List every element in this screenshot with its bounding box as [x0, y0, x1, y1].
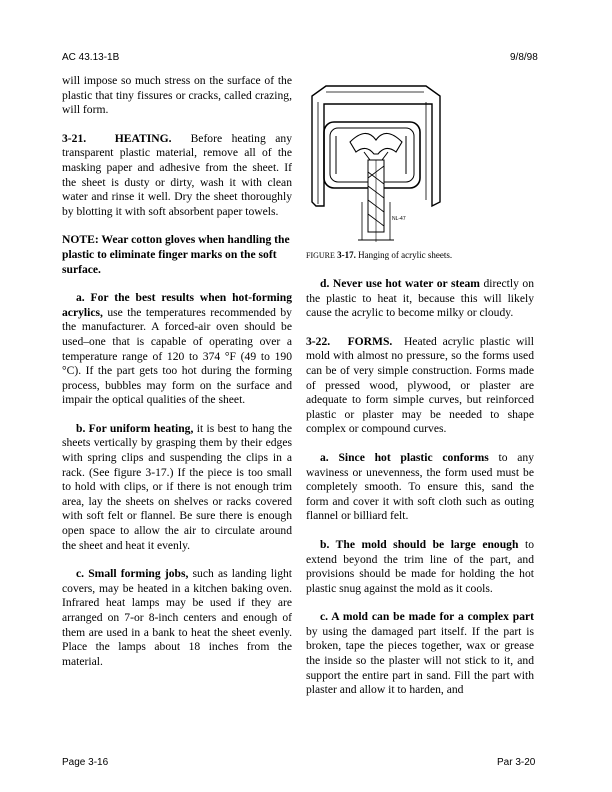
- section-heading: FORMS.: [347, 334, 393, 348]
- section-text: Before heating any transparent plastic material, remove all of the masking paper and adhesive from the sheet. If the sheet is dusty or dirty, wash it with clean water and rinse it well. Dry the sheet thoroughly by blotting it with soft absorbent paper towels.: [62, 131, 293, 218]
- paragraph-lead: a. Since hot plastic conforms: [320, 450, 489, 464]
- paragraph-b-uniform-heating: [62, 422, 292, 553]
- caption-label: FIGURE: [306, 251, 335, 260]
- section-3-21: [62, 132, 292, 220]
- paragraph-text: to any waviness or unevenness, the form used must be completely smooth. To ensure this, sand the form and cover it with soft cloth such as outing flannel or billiard felt.: [306, 450, 534, 523]
- paragraph-text: directly on the plastic to heat it, because this will likely cause the acrylic to become milky or cloudy.: [306, 277, 534, 320]
- paragraph-b-mold-size: [306, 538, 534, 596]
- figure-hanging-acrylic-sheets: [306, 82, 446, 246]
- paragraph-text: use the temperatures recommended by the manufacturer. A forced-air oven should be used–one that is capable of operating over a temperature range of 120 to 374 °F (49 to 190 °C). If the part gets too hot during the forming process, bubbles may form on the surface and impair the optical qualities of the sheet.: [62, 305, 292, 407]
- caption-text: Hanging of acrylic sheets.: [358, 250, 453, 260]
- note-gloves: NOTE: Wear cotton gloves when handling the plastic to eliminate finger marks on the soft surface.: [62, 233, 290, 276]
- paragraph-lead: c. A mold can be made for a complex part: [320, 610, 534, 624]
- section-heading: HEATING.: [114, 131, 172, 145]
- paragraph-lead: d. Never use hot water or steam: [320, 277, 480, 290]
- header-date: 9/8/98: [510, 52, 538, 63]
- paragraph-d-no-hot-water: [306, 277, 534, 321]
- paragraph-text: such as landing light covers, may be heated in a kitchen baking oven. Infrared heat lamps may be used if they are arranged on 7-or 8-inch centers and enough of them are used in a bank to heat the sheet evenly. Place the lamps about 18 inches from the material.: [62, 567, 293, 668]
- section-number: 3-22.: [306, 334, 331, 348]
- header-doc-id: AC 43.13-1B: [62, 52, 120, 63]
- paragraph-lead: b. The mold should be large enough: [320, 537, 519, 551]
- paragraph-a-hot-forming: [62, 291, 292, 408]
- paragraph-text: it is best to hang the sheets vertically by grasping them by their edges with spring clips and suspending the clips in a rack. (See figure 3-17.) If the piece is too small to hold with clips, or if there is not enough trim area, lay the sheets on shelves or racks covered with soft felt or flannel. Be sure there is enough open space to allow the air to circulate around the sheet and heat it evenly.: [62, 421, 292, 552]
- paragraph-continuation: will impose so much stress on the surface of the plastic that tiny fissures or cracks, called crazing, will form.: [62, 74, 292, 117]
- section-text: Heated acrylic plastic will mold with almost no pressure, so the forms used can be of very simple construction. Forms made of pressed wood, plywood, or plaster are adequate to form simple curves, but reinforced plastic or plaster may be needed to shape complex or compound curves.: [306, 334, 534, 436]
- right-column: [306, 277, 534, 698]
- paragraph-c-small-jobs: [62, 567, 292, 669]
- section-3-22: [306, 335, 534, 437]
- paragraph-lead: c. Small forming jobs,: [76, 567, 189, 581]
- caption-number: 3-17.: [337, 250, 356, 260]
- paragraph-a-hot-plastic: [306, 451, 534, 524]
- paragraph-text: by using the damaged part itself. If the part is broken, tape the pieces together, wax or grease the inside so the plaster will not stick to it, and support the entire part in sand. Fill the part with plaster and allow it to harden, and: [306, 624, 534, 697]
- left-column: [62, 74, 292, 669]
- paragraph-lead: b. For uniform heating,: [76, 421, 194, 435]
- footer-paragraph-ref: Par 3-20: [497, 757, 536, 768]
- paragraph-lead: a. For the best results when hot-forming acrylics,: [62, 291, 292, 319]
- footer-page-number: Page 3-16: [62, 757, 109, 768]
- paragraph-c-complex-mold: [306, 610, 534, 698]
- section-number: 3-21.: [62, 131, 87, 145]
- figure-stamp: NL-47: [392, 216, 406, 222]
- figure-caption: [306, 250, 452, 260]
- paragraph-text: to extend beyond the trim line of the part, and provisions should be made for holding the hot plastic snug against the mold as it cools.: [306, 537, 534, 595]
